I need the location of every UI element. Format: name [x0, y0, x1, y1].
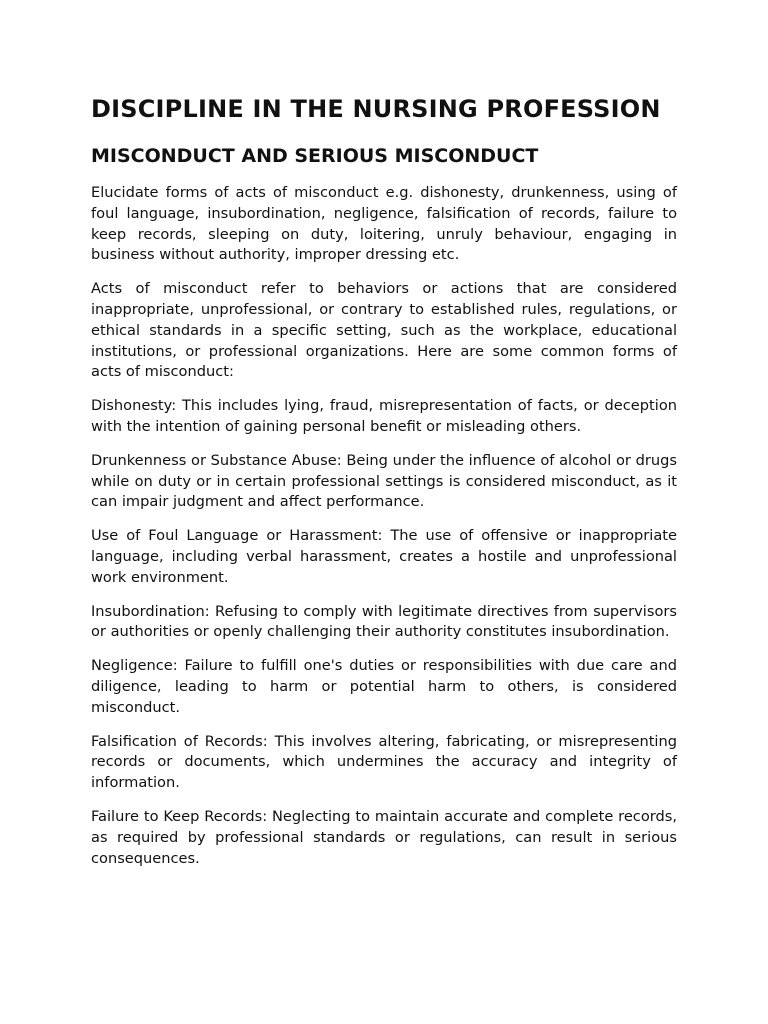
paragraph-foul-language: Use of Foul Language or Harassment: The use of offensive or inappropriate language, including verbal harassment, creates a hostile and unprofessional work environment. [91, 527, 677, 586]
paragraph-falsification: Falsification of Records: This involves altering, fabricating, or misrepresenting records or documents, which undermines the accuracy and integrity of information. [91, 732, 677, 792]
paragraph-negligence: Negligence: Failure to fulfill one's duties or responsibilities with due care and diligence, leading to harm or potential harm to others, is considered misconduct. [91, 657, 677, 716]
paragraph-drunkenness: Drunkenness or Substance Abuse: Being under the influence of alcohol or drugs while on duty or in certain professional settings is considered misconduct, as it can impair judgment and affect performance. [91, 451, 677, 511]
paragraph-insubordination: Insubordination: Refusing to comply with legitimate directives from supervisors or authorities or openly challenging their authority constitutes insubordination. [91, 602, 677, 641]
document-title: DISCIPLINE IN THE NURSING PROFESSION [91, 95, 661, 123]
paragraph-intro: Elucidate forms of acts of misconduct e.g. dishonesty, drunkenness, using of foul language, insubordination, negligence, falsification of records, failure to keep records, sleeping on duty, loitering, unruly behaviour, engaging in business without authority, improper dressing etc. [91, 184, 677, 264]
paragraph-dishonesty: Dishonesty: This includes lying, fraud, misrepresentation of facts, or deception with the intention of gaining personal benefit or misleading others. [91, 397, 677, 435]
document-page [91, 92, 677, 882]
paragraph-failure-to-keep-records: Failure to Keep Records: Neglecting to maintain accurate and complete records, as required by professional standards or regulations, can result in serious consequences. [91, 807, 677, 867]
section-heading: MISCONDUCT AND SERIOUS MISCONDUCT [91, 145, 539, 167]
paragraph-definition: Acts of misconduct refer to behaviors or actions that are considered inappropriate, unprofessional, or contrary to established rules, regulations, or ethical standards in a specific setting, such as the workplace, educational institutions, or professional organizations. Here are some common forms of acts of misconduct: [91, 280, 677, 381]
